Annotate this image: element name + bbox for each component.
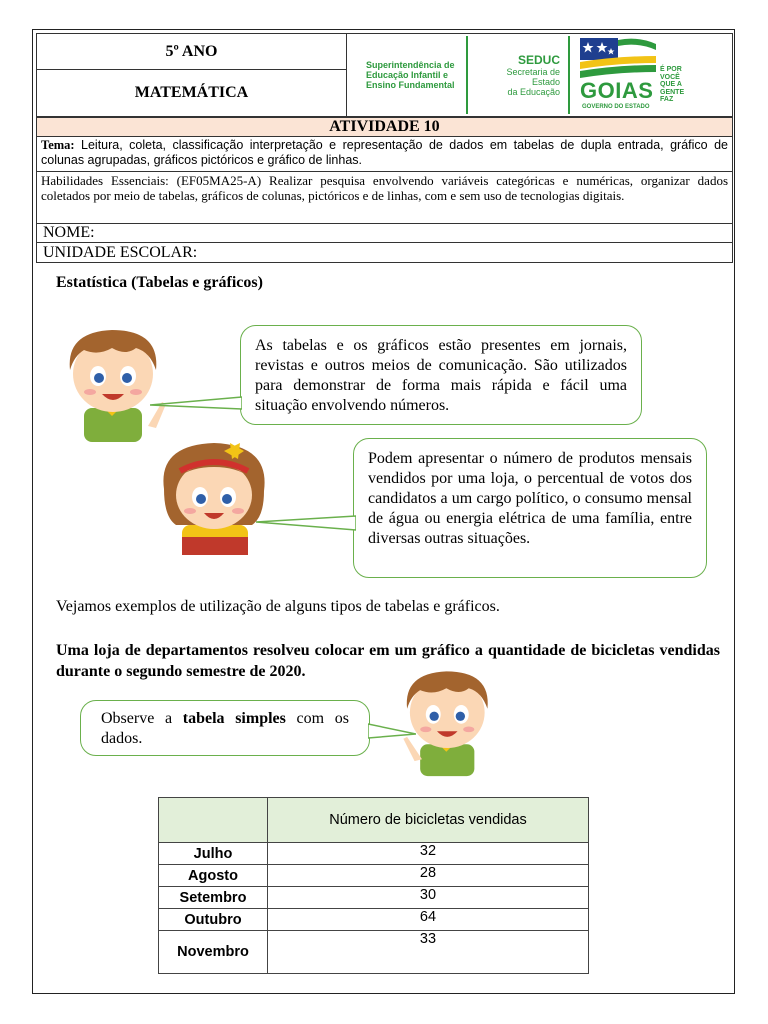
table-header-row bbox=[159, 798, 589, 843]
logo-divider bbox=[466, 36, 468, 114]
superintendencia-logo: Superintendência de Educação Infantil e Ensino Fundamental bbox=[366, 60, 455, 90]
table-row bbox=[159, 931, 589, 974]
tema-cell bbox=[36, 136, 733, 172]
grade-label: 5º ANO bbox=[165, 42, 218, 60]
cartoon-boy-icon bbox=[56, 322, 178, 442]
speech-bubble-1: As tabelas e os gráficos estão presentes em jornais, revistas e outros meios de comunicação. São utilizados para demonstrar de forma mais rápida e fácil uma situação envolvendo números. bbox=[240, 325, 642, 425]
activity-title: ATIVIDADE 10 bbox=[329, 118, 440, 135]
section-title: Estatística (Tabelas e gráficos) bbox=[56, 274, 263, 291]
seduc-logo: SEDUC Secretaria de Estado da Educação bbox=[506, 53, 560, 97]
month-cell: Setembro bbox=[159, 887, 268, 909]
table-row bbox=[159, 887, 589, 909]
month-cell: Julho bbox=[159, 843, 268, 865]
unidade-label: UNIDADE ESCOLAR: bbox=[43, 244, 198, 261]
bubble-3-bold: tabela simples bbox=[182, 710, 286, 727]
intro-paragraph: Vejamos exemplos de utilização de alguns tipos de tabelas e gráficos. bbox=[56, 598, 500, 615]
bikes-table bbox=[158, 797, 589, 974]
bubble-3-tail bbox=[368, 722, 416, 742]
table-row bbox=[159, 909, 589, 931]
month-cell: Outubro bbox=[159, 909, 268, 931]
unidade-cell bbox=[36, 242, 733, 263]
goias-logo bbox=[578, 36, 696, 114]
logos-strip bbox=[346, 33, 733, 117]
value-cell: 28 bbox=[268, 865, 589, 887]
habilidades-cell bbox=[36, 171, 733, 224]
goias-name: GOIAS bbox=[580, 78, 654, 103]
subject-label: MATEMÁTICA bbox=[134, 84, 249, 101]
month-cell: Agosto bbox=[159, 865, 268, 887]
subject-cell bbox=[36, 69, 347, 117]
bubble-1-tail bbox=[150, 395, 242, 415]
nome-cell bbox=[36, 223, 733, 243]
tema-label: Tema: bbox=[41, 138, 75, 152]
table-row bbox=[159, 843, 589, 865]
activity-cell bbox=[36, 117, 733, 137]
table-header-value: Número de bicicletas vendidas bbox=[268, 798, 589, 843]
value-cell: 30 bbox=[268, 887, 589, 909]
month-cell: Novembro bbox=[159, 931, 268, 974]
nome-label: NOME: bbox=[43, 224, 95, 241]
habilidades-text: Habilidades Essenciais: (EF05MA25-A) Realizar pesquisa envolvendo variáveis categóricas e numéricas, organizar dados coletados por meio de tabelas, gráficos de colunas, pictóricos e de linhas, com e sem uso de tecnologias digitais. bbox=[41, 173, 728, 203]
goias-footer: GOVERNO DO ESTADO bbox=[582, 104, 650, 110]
bubble-2-tail bbox=[256, 512, 356, 542]
tema-text: Leitura, coleta, classificação interpretação e representação de dados em tabelas de dupla entrada, gráfico de colunas agrupadas, gráficos pictóricos e gráfico de linhas. bbox=[41, 138, 728, 167]
table-row bbox=[159, 865, 589, 887]
value-cell: 33 bbox=[268, 931, 589, 974]
logo-divider bbox=[568, 36, 570, 114]
grade-cell bbox=[36, 33, 347, 70]
speech-bubble-2: Podem apresentar o número de produtos mensais vendidos por uma loja, o percentual de votos dos candidatos a um cargo político, o consumo mensal de água ou energia elétrica de uma família, entre diversas outras situações. bbox=[353, 438, 707, 578]
problem-paragraph: Uma loja de departamentos resolveu colocar em um gráfico a quantidade de bicicletas vendidas durante o segundo semestre de 2020. bbox=[56, 642, 720, 680]
goias-slogan: É POR VOCÊ QUE A GENTE FAZ bbox=[660, 66, 685, 103]
table-header-empty bbox=[159, 798, 268, 843]
value-cell: 32 bbox=[268, 843, 589, 865]
value-cell: 64 bbox=[268, 909, 589, 931]
speech-bubble-3: Observe a tabela simples com os dados. bbox=[80, 700, 370, 756]
cartoon-boy-icon bbox=[394, 662, 508, 778]
